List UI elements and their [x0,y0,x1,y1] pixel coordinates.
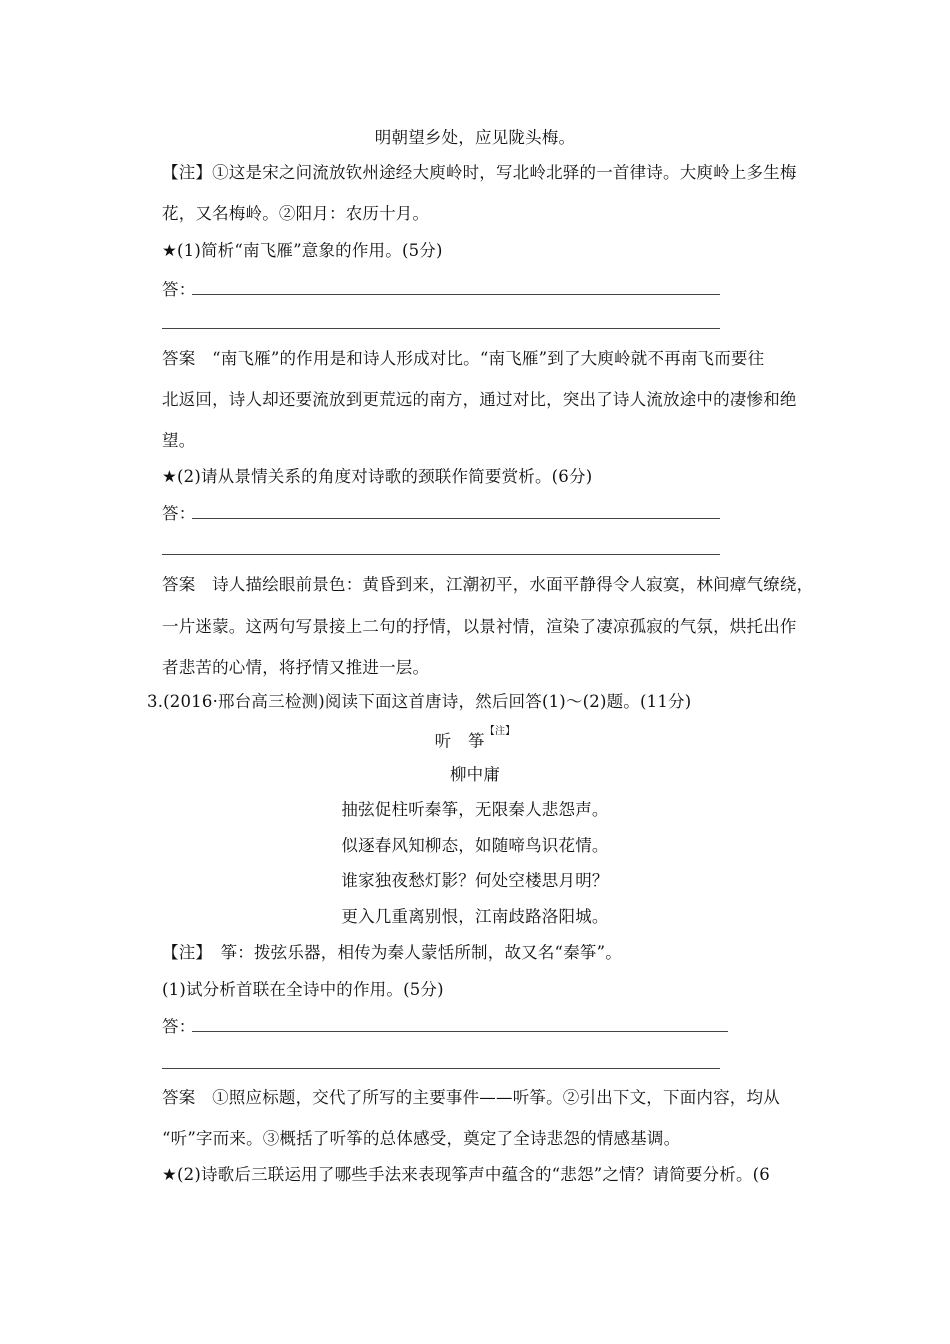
star-icon: ★ [162,467,177,486]
answer-line [192,518,720,519]
note-paragraph [162,942,622,964]
note-paragraph [162,162,797,184]
note-text-cont: 花，又名梅岭。②阳月：农历十月。 [162,204,430,223]
question-2-text: (2)诗歌后三联运用了哪些手法来表现筝声中蕴含的“悲怨”之情？请简要分析。(6 [177,1165,770,1184]
answer-paragraph [162,1087,780,1109]
answer-text: 诗人描绘眼前景色：黄昏到来，江潮初平，水面平静得令人寂寞，林间瘴气缭绕， [212,575,814,594]
poem-title [0,727,950,753]
answer-line [162,1068,720,1069]
answer-line [192,294,720,295]
answer-prompt: 答： [162,504,196,523]
answer-line [162,554,720,555]
answer-paragraph [162,348,764,370]
question-2 [162,1164,770,1186]
poem-line: 谁家独夜愁灯影？何处空楼思月明？ [341,871,609,890]
answer-label: 答案 [162,575,196,594]
answer-text-cont: “听”字而来。③概括了听筝的总体感受，奠定了全诗悲怨的情感基调。 [162,1129,681,1148]
answer-text-cont: 望。 [162,431,196,450]
question-1 [162,240,443,262]
question-2 [162,466,592,488]
poem-title-note: 【注】 [484,726,516,737]
question-2-text: (2)请从景情关系的角度对诗歌的颈联作简要赏析。(6分) [177,467,593,486]
answer-prompt: 答： [162,1017,196,1036]
poem-line: 更入几重离别恨，江南歧路洛阳城。 [341,907,609,926]
answer-label: 答案 [162,1088,196,1107]
answer-paragraph [162,574,813,596]
poem-line: 似逐春风知柳态，如随啼鸟识花情。 [341,836,609,855]
answer-line [162,328,720,329]
answer-text-cont: 北返回，诗人却还要流放到更荒远的南方，通过对比，突出了诗人流放途中的凄惨和绝 [162,390,797,409]
note-text: ①这是宋之问流放钦州途经大庾岭时，写北岭北驿的一首律诗。大庾岭上多生梅 [212,163,797,182]
answer-line [192,1031,728,1032]
poem-title-text: 听 筝 [434,731,485,751]
note-label: 【注】 [162,943,204,962]
answer-prompt: 答： [162,280,196,299]
question-1: (1)试分析首联在全诗中的作用。(5分) [162,980,444,999]
answer-label: 答案 [162,349,196,368]
answer-text-cont: 者悲苦的心情，将抒情又推进一层。 [162,658,430,677]
poem-author: 柳中庸 [449,765,501,784]
answer-text: ①照应标题，交代了所写的主要事件——听筝。②引出下文，下面内容，均从 [212,1088,780,1107]
question-1-text: (1)简析“南飞雁”意象的作用。(5分) [177,241,443,260]
note-text: 筝：拨弦乐器，相传为秦人蒙恬所制，故又名“秦筝”。 [220,943,622,962]
note-label: 【注】 [162,163,213,182]
answer-text: “南飞雁”的作用是和诗人形成对比。“南飞雁”到了大庾岭就不再南飞而要往 [212,349,765,368]
star-icon: ★ [162,241,177,260]
poem-last-line: 明朝望乡处，应见陇头梅。 [374,128,576,147]
star-icon: ★ [162,1165,177,1184]
poem-line: 抽弦促柱听秦筝，无限秦人悲怨声。 [341,800,609,819]
section-heading: 3.(2016·邢台高三检测)阅读下面这首唐诗，然后回答(1)～(2)题。(11分) [147,692,692,711]
answer-text-cont: 一片迷蒙。这两句写景接上二句的抒情，以景衬情，渲染了凄凉孤寂的气氛，烘托出作 [162,617,797,636]
